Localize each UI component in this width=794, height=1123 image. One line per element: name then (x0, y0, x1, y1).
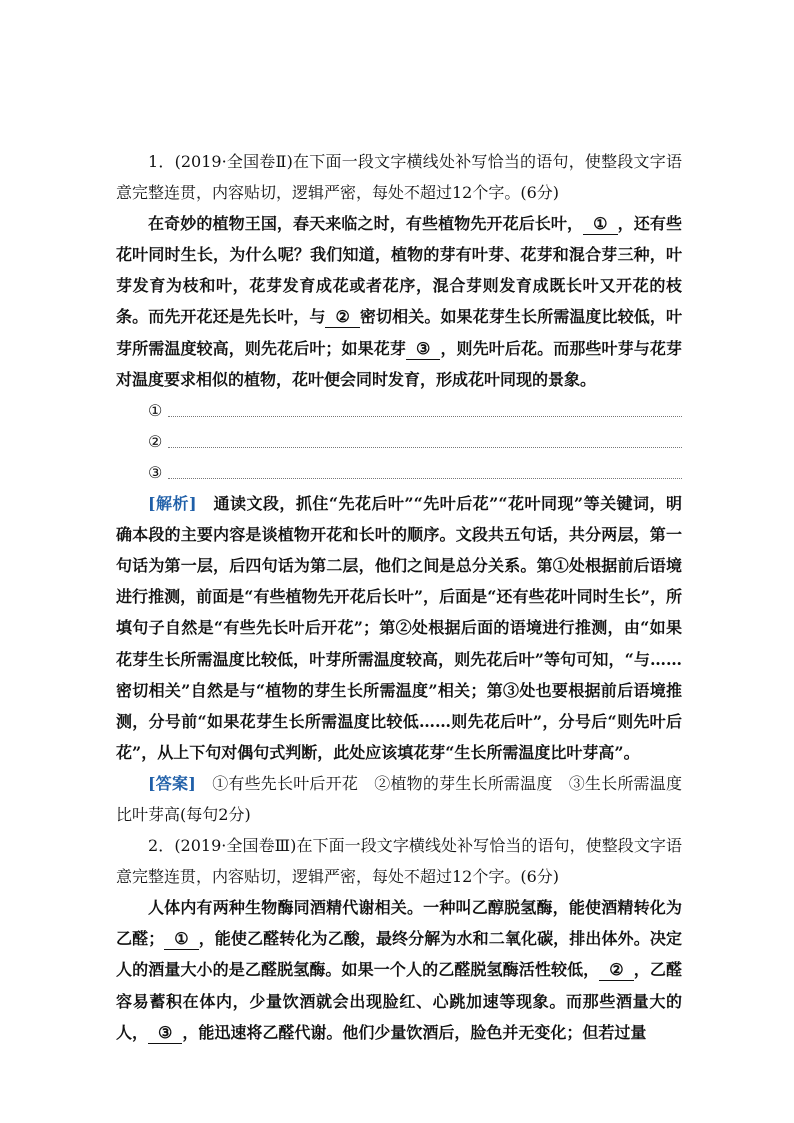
question-2-title: 2．(2019·全国卷Ⅲ)在下面一段文字横线处补写恰当的语句，使整段文字语意完整连贯，内容贴切，逻辑严密，每处不超过12个字。(6分) (116, 836, 682, 887)
passage-text: ，能使乙醛转化为乙酸，最终分解为水和二氧化碳，排出体外。决定人的酒量大小的是乙醛脱氢酶。如果一个人的乙醛脱氢酶活性较低， (116, 929, 682, 980)
answer-line-number: ② (148, 431, 163, 451)
question-1-passage (116, 208, 682, 395)
passage-text: ，乙醛容易蓄积在体内，少量饮酒就会出现脸红、心跳加速等现象。而那些酒量大的人， (116, 960, 682, 1042)
answer-tag: [答案] (148, 773, 196, 793)
blank-3: ③ (406, 339, 440, 360)
passage-text: 人体内有两种生物酶同酒精代谢相关。一种叫乙醇脱氢酶，能使酒精转化为乙醛； (116, 898, 682, 949)
page-content (116, 146, 682, 1048)
blank-1: ① (583, 214, 617, 235)
passage-text: ，能迅速将乙醛代谢。他们少量饮酒后，脸色并无变化；但若过量 (182, 1022, 647, 1042)
blank-3: ③ (148, 1023, 182, 1044)
answer-line-1 (116, 395, 682, 426)
question-1-answer (116, 768, 682, 830)
answer-text: ①有些先长叶后开花 ②植物的芽生长所需温度 ③生长所需温度比叶芽高 (116, 773, 682, 824)
dotted-line (168, 478, 682, 479)
answer-line-number: ① (148, 400, 163, 420)
answer-line-3 (116, 457, 682, 488)
answer-line-2 (116, 426, 682, 457)
blank-2: ② (325, 307, 359, 328)
passage-text: ，则先叶后花。而那些叶芽与花芽对温度要求相似的植物，花叶便会同时发育，形成花叶同现的景象。 (116, 338, 682, 389)
answer-line-number: ③ (148, 462, 163, 482)
dotted-line (168, 447, 682, 448)
question-1-title: 1．(2019·全国卷Ⅱ)在下面一段文字横线处补写恰当的语句，使整段文字语意完整连贯，内容贴切，逻辑严密，每处不超过12个字。(6分) (116, 152, 682, 203)
answer-score-note: (每句2分) (180, 804, 251, 824)
question-2-passage (116, 892, 682, 1047)
analysis-tag: [解析] (148, 494, 197, 514)
passage-text: 在奇妙的植物王国，春天来临之时，有些植物先开花后长叶， (148, 214, 584, 234)
dotted-line (168, 416, 682, 417)
question-1-analysis (116, 488, 682, 768)
passage-text: ，还有些花叶同时生长，为什么呢？我们知道，植物的芽有叶芽、花芽和混合芽三种，叶芽发育为枝和叶，花芽发育成花或者花序，混合芽则发育成既长叶又开花的枝条。而先开花还是先长叶，与 (116, 214, 682, 327)
blank-2: ② (599, 960, 633, 981)
passage-text: 密切相关。如果花芽生长所需温度比较低，叶芽所需温度较高，则先花后叶；如果花芽 (116, 307, 682, 358)
blank-1: ① (164, 929, 198, 950)
analysis-text: 通读文段，抓住“先花后叶”“先叶后花”“花叶同现”等关键词，明确本段的主要内容是谈植物开花和长叶的顺序。文段共五句话，共分两层，第一句话为第一层，后四句话为第二层，他们之间是总分关系。第①处根据前后语境进行推测，前面是“有些植物先开花后长叶”，后面是“还有些花叶同时生长”，所填句子自然是“有些先长叶后开花”；第②处根据后面的语境进行推测，由“如果花芽生长所需温度比较低，叶芽所需温度较高，则先花后叶”等句可知，“与……密切相关”自然是与“植物的芽生长所需温度”相关；第③处也要根据前后语境推测，分号前“如果花芽生长所需温度比较低……则先花后叶”，分号后“则先叶后花”，从上下句对偶句式判断，此处应该填花芽“生长所需温度比叶芽高”。 (116, 494, 682, 762)
answer-lines (116, 395, 682, 488)
